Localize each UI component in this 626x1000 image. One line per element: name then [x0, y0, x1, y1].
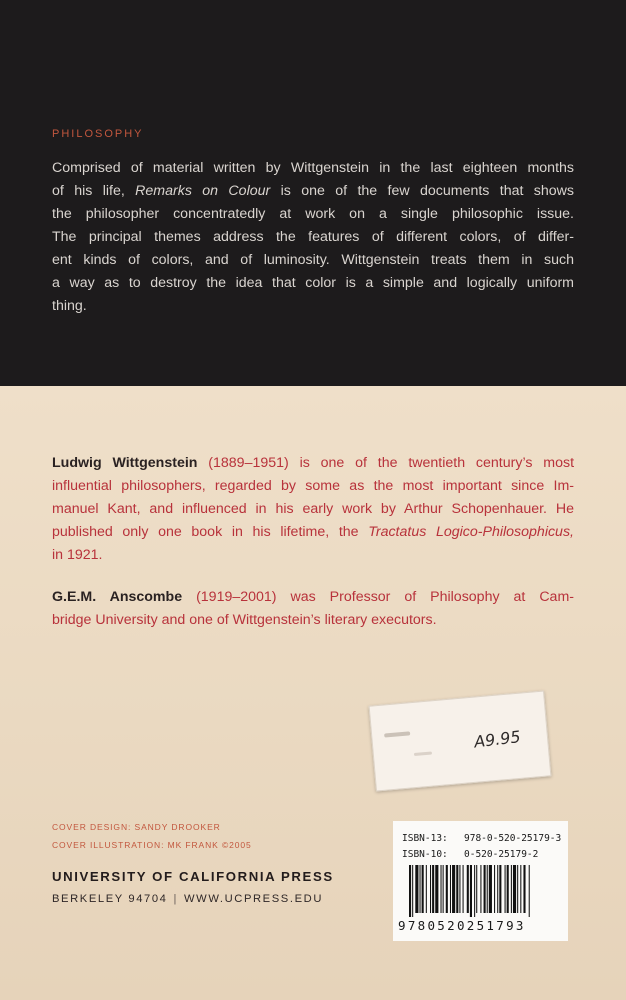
barcode-bar [443, 865, 444, 913]
barcode-bar [450, 865, 451, 913]
blurb-line: The principal themes address the features of different colors, of differ- [52, 229, 574, 245]
isbn10-line: ISBN-10: 0-520-25179-2 [402, 849, 539, 860]
barcode-bar [426, 865, 427, 913]
barcode-bar [497, 865, 498, 913]
barcode-bar [529, 865, 530, 917]
barcode-bar [463, 865, 464, 913]
cover-illustration-credit: COVER ILLUSTRATION: MK FRANK ©2005 [52, 840, 252, 850]
barcode-bar [494, 865, 495, 913]
blurb-line: of his life, Remarks on Colour is one of the few documents that shows [52, 183, 574, 199]
publisher-city: BERKELEY 94704 [52, 893, 168, 905]
editor-bio [52, 586, 574, 632]
barcode-bar [474, 865, 475, 917]
sticker-mark [384, 731, 410, 737]
blurb-line: Comprised of material written by Wittgenstein in the last eighteen months [52, 160, 574, 176]
author-name: Ludwig Wittgenstein [52, 455, 198, 471]
barcode-bar [456, 865, 458, 913]
barcode-bar [420, 865, 421, 913]
barcode-bar [422, 865, 424, 913]
barcode-bar [412, 865, 413, 917]
book-title: Remarks on Colour [135, 183, 271, 199]
price-sticker [369, 690, 552, 791]
bio-line: influential philosophers, regarded by some as the most important since Im- [52, 478, 574, 494]
cover-design-credit: COVER DESIGN: SANDY DROOKER [52, 822, 221, 832]
barcode-bar [409, 865, 411, 917]
blurb-line: thing. [52, 298, 87, 314]
barcode-bar [446, 865, 448, 913]
barcode-bars [399, 865, 561, 917]
barcode-bar [520, 865, 521, 913]
blurb-line: a way as to destroy the idea that color is a simple and logically uniform [52, 275, 574, 291]
barcode-bar [499, 865, 501, 913]
description-blurb [52, 157, 574, 318]
barcode-bar [441, 865, 442, 913]
barcode-bar [435, 865, 438, 913]
barcode-bar [513, 865, 516, 913]
publisher-name: UNIVERSITY OF CALIFORNIA PRESS [52, 869, 334, 884]
blurb-line: ent kinds of colors, and of luminosity. Wittgenstein treats them in such [52, 252, 574, 268]
bio-line: G.E.M. Anscombe (1919–2001) was Professor of Philosophy at Cam- [52, 589, 574, 605]
handwritten-price: A9.95 [473, 726, 522, 752]
isbn-barcode [393, 821, 568, 941]
bio-line: published only one book in his lifetime, the Tractatus Logico-Philosophicus, [52, 524, 574, 540]
barcode-bar [430, 865, 431, 913]
barcode-bar [505, 865, 506, 913]
address-separator: | [173, 893, 179, 905]
barcode-digits: 9780520251793 [398, 918, 526, 933]
barcode-bar [476, 865, 477, 913]
barcode-bar [432, 865, 434, 913]
barcode-bar [487, 865, 488, 913]
author-bio [52, 452, 574, 567]
barcode-bar [415, 865, 418, 913]
blurb-line: the philosopher concentratedly at work on a single philosophic issue. [52, 206, 574, 222]
bio-line: in 1921. [52, 547, 103, 563]
sticker-mark [414, 751, 432, 756]
tractatus-title: Tractatus Logico-Philosophicus, [368, 524, 574, 540]
publisher-address [52, 893, 323, 905]
barcode-bar [484, 865, 486, 913]
barcode-bar [489, 865, 492, 913]
barcode-bar [511, 865, 512, 913]
barcode-bar [459, 865, 460, 913]
editor-name: G.E.M. Anscombe [52, 589, 183, 605]
barcode-bar [480, 865, 481, 913]
isbn13-line: ISBN-13: 978-0-520-25179-3 [402, 833, 562, 844]
barcode-bar [467, 865, 469, 913]
category-label: PHILOSOPHY [52, 128, 144, 140]
barcode-bar [507, 865, 509, 913]
publisher-website: WWW.UCPRESS.EDU [184, 893, 323, 905]
barcode-bar [517, 865, 518, 913]
bio-line: manuel Kant, and influenced in his early work by Arthur Schopenhauer. He [52, 501, 574, 517]
barcode-bar [523, 865, 525, 913]
barcode-bar [452, 865, 455, 913]
bio-line: bridge University and one of Wittgenstein’s literary executors. [52, 612, 437, 628]
bio-line: Ludwig Wittgenstein (1889–1951) is one of the twentieth century’s most [52, 455, 575, 471]
barcode-bar [470, 865, 472, 917]
